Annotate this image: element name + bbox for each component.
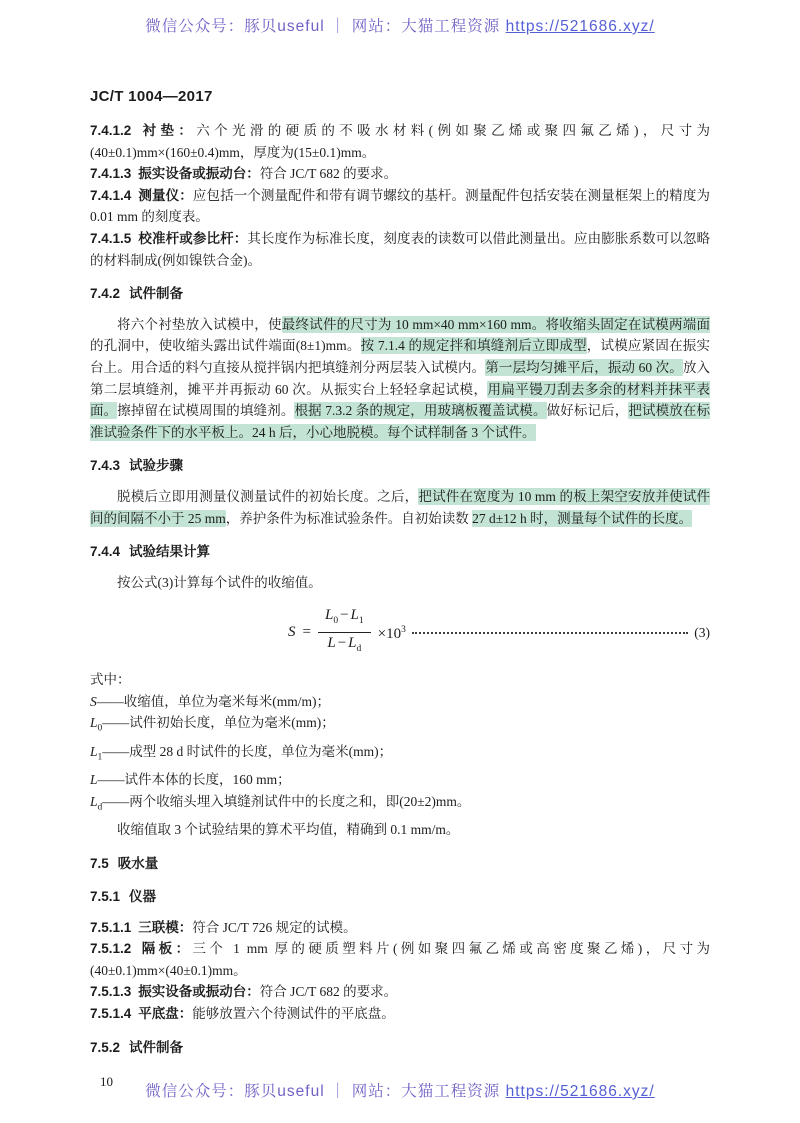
variable: L: [327, 635, 336, 652]
text-segment: 的孔洞中，使收缩头露出试件端面(8±1)mm。: [90, 338, 361, 354]
clause-term: 平底盘：: [138, 1006, 193, 1022]
variable-subscript: d: [356, 644, 362, 655]
clause-term: 振实设备或振动台：: [138, 166, 260, 182]
section-title: 试验步骤: [129, 458, 184, 474]
variable: L: [90, 793, 98, 809]
fraction-denominator: [318, 633, 371, 659]
text-segment: 脱模后立即用测量仪测量试件的初始长度。之后，: [117, 488, 419, 504]
text-segment: 应包括一个测量配件和带有调节螺纹的基杆。测量配件包括安装在测量框架上的精度为 0.01 mm 的刻度表。: [90, 187, 711, 225]
highlighted-text: 把试模放在标准试验条件下的水平板上。24 h 后，小心地脱模。每个试样制备 3 个试件。: [90, 403, 711, 440]
text-segment: 放入第二层填缝剂，摊平并再振动 60 次。从振实台上轻轻拿起试模，: [90, 359, 711, 397]
clause-paragraph: [90, 981, 710, 1003]
highlighted-text: 把试件在宽度为 10 mm 的板上架空安放并使试件间的间隔不小于 25 mm: [90, 488, 710, 526]
text-segment: ，试模应紧固在振实台上。用合适的料勺直接从搅拌锅内把填缝剂分两层装入试模内。: [90, 338, 711, 375]
definition-item: [90, 791, 710, 819]
text-segment: 擦掉留在试模周围的填缝剂。: [117, 403, 295, 419]
section-heading: [90, 283, 710, 305]
definition-text: ——成型 28 d 时试件的长度，单位为毫米(mm)；: [102, 743, 393, 759]
fraction: [318, 606, 371, 659]
text-segment: 符合 JC/T 682 的要求。: [259, 166, 398, 182]
section-heading: [90, 455, 710, 477]
formula-expression: [288, 606, 406, 659]
clause-paragraph: [90, 163, 710, 185]
text-segment: ，养护条件为标准试验条件。自初始读数: [225, 510, 473, 526]
text-segment: 六个光滑的硬质的不吸水材料(例如聚乙烯或聚四氟乙烯)，尺寸为(40±0.1)mm×(160±0.4)mm，厚度为(15±0.1)mm。: [90, 123, 710, 160]
section-heading: [90, 1037, 710, 1059]
variable: L: [90, 772, 98, 788]
top-watermark: [0, 14, 800, 36]
watermark-text: 微信公众号：豚贝useful ｜ 网站：大猫工程资源: [145, 1083, 506, 1100]
text-segment: 能够放置六个待测试件的平底盘。: [192, 1006, 395, 1022]
variable: L: [350, 607, 359, 624]
clause-number: 7.4.1.3: [90, 166, 132, 182]
variable: L: [90, 715, 98, 731]
clause-number: 7.5.1.1: [90, 919, 132, 935]
clause-paragraph: [90, 185, 710, 228]
clause-number: 7.5.1.4: [90, 1006, 132, 1022]
section-title: 试件制备: [129, 1039, 184, 1055]
bottom-watermark: [0, 1079, 800, 1101]
section-number: 7.4.3: [90, 458, 121, 474]
clause-paragraph: [90, 228, 710, 271]
text-segment: 符合 JC/T 726 规定的试模。: [192, 919, 357, 935]
text-segment: 做好标记后，: [546, 403, 629, 419]
exponent: 3: [401, 624, 406, 635]
page-number: 10: [100, 1074, 113, 1090]
watermark-url-link[interactable]: https://521686.xyz/: [505, 1083, 655, 1100]
body-paragraph: [90, 572, 710, 594]
clause-paragraph: [90, 1003, 710, 1025]
definition-item: [90, 691, 710, 713]
watermark-url-link[interactable]: https://521686.xyz/: [505, 18, 655, 35]
variable-subscript: 1: [358, 616, 364, 627]
document-blocks: [90, 120, 710, 1058]
variable: L: [90, 743, 98, 759]
definition-item: [90, 741, 710, 769]
text-segment: 符合 JC/T 682 的要求。: [259, 984, 398, 1000]
clause-number: 7.5.1.3: [90, 984, 132, 1000]
clause-number: 7.5.1.2: [90, 941, 132, 957]
dotted-leader: [412, 632, 688, 634]
section-title: 吸水量: [117, 855, 159, 871]
clause-term: 测量仪：: [138, 187, 193, 203]
section-heading: [90, 853, 710, 875]
section-title: 试件制备: [129, 286, 184, 302]
definition-text: ——收缩值，单位为毫米每米(mm/m)；: [96, 693, 330, 709]
clause-paragraph: [90, 917, 710, 939]
operator: −: [337, 635, 347, 652]
formula-block: [90, 606, 710, 659]
section-number: 7.5: [90, 855, 109, 871]
variable-subscript: 0: [333, 616, 339, 627]
clause-paragraph: [90, 120, 710, 163]
body-paragraph: [90, 819, 710, 841]
text-segment: 收缩值取 3 个试验结果的算术平均值，精确到 0.1 mm/m。: [117, 821, 460, 837]
operator: −: [340, 607, 349, 624]
fraction-numerator: [318, 606, 371, 633]
clause-term: 振实设备或振动台：: [138, 984, 260, 1000]
text-segment: 将六个衬垫放入试模中，使: [117, 316, 282, 332]
formula-lhs: S: [288, 623, 296, 640]
variable-subscript: 1: [97, 752, 103, 763]
clause-number: 7.4.1.2: [90, 123, 132, 138]
section-heading: [90, 886, 710, 908]
watermark-text: 微信公众号：豚贝useful ｜ 网站：大猫工程资源: [145, 18, 506, 35]
highlighted-text: 第一层均匀摊平后，振动 60 次。: [485, 359, 683, 375]
definition-text: ——试件本体的长度，160 mm；: [97, 772, 291, 788]
highlighted-text: 根据 7.3.2 条的规定，用玻璃板覆盖试模。: [294, 403, 547, 419]
clause-term: 隔板：: [138, 941, 193, 957]
variable-subscript: 0: [97, 724, 103, 735]
clause-number: 7.4.1.5: [90, 230, 132, 246]
definition-item: [90, 769, 710, 791]
section-title: 试验结果计算: [129, 544, 211, 560]
text-segment: 三个 1 mm 厚的硬质塑料片(例如聚四氟乙烯或高密度聚乙烯)，尺寸为(40±0.1)mm×(40±0.1)mm。: [90, 941, 711, 978]
equation-number: (3): [694, 624, 710, 640]
definition-text: ——两个收缩头埋入填缝剂试件中的长度之和，即(20±2)mm。: [102, 793, 471, 809]
text-segment: 按公式(3)计算每个试件的收缩值。: [117, 574, 322, 590]
text-segment: 其长度作为标准长度，刻度表的读数可以借此测量出。应由膨胀系数可以忽略的材料制成(例如镍铁合金)。: [90, 230, 711, 268]
variable: L: [348, 635, 357, 652]
section-number: 7.4.2: [90, 286, 121, 302]
variable: S: [90, 693, 97, 709]
clause-number: 7.4.1.4: [90, 187, 132, 203]
definition-text: ——试件初始长度，单位为毫米(mm)；: [102, 715, 335, 731]
clause-paragraph: [90, 938, 710, 981]
clause-term: 校准杆或参比杆：: [138, 230, 248, 246]
section-number: 7.5.2: [90, 1039, 121, 1055]
body-paragraph: [90, 486, 710, 529]
section-title: 仪器: [129, 889, 157, 905]
body-text: 式中：: [90, 672, 131, 688]
clause-term: 三联模：: [138, 919, 193, 935]
multiplier: $\times 10^3$: [377, 624, 406, 642]
highlighted-text: 用扁平镘刀刮去多余的材料并抹平表面。: [90, 381, 710, 419]
section-number: 7.4.4: [90, 544, 121, 560]
clause-term: 衬垫：: [138, 123, 197, 138]
standard-number: JC/T 1004—2017: [90, 88, 213, 105]
variable-subscript: d: [97, 802, 103, 813]
variable: L: [324, 607, 334, 624]
section-number: 7.5.1: [90, 889, 121, 905]
highlighted-text: 27 d±12 h 时，测量每个试件的长度。: [472, 510, 693, 526]
equals-sign: =: [302, 623, 311, 640]
highlighted-text: 最终试件的尺寸为 10 mm×40 mm×160 mm。将收缩头固定在试模两端面: [281, 316, 711, 332]
body-paragraph: [90, 314, 710, 444]
section-heading: [90, 541, 710, 563]
definition-item: [90, 712, 710, 740]
highlighted-text: 按 7.1.4 的规定拌和填缝剂后立即成型: [360, 338, 587, 354]
